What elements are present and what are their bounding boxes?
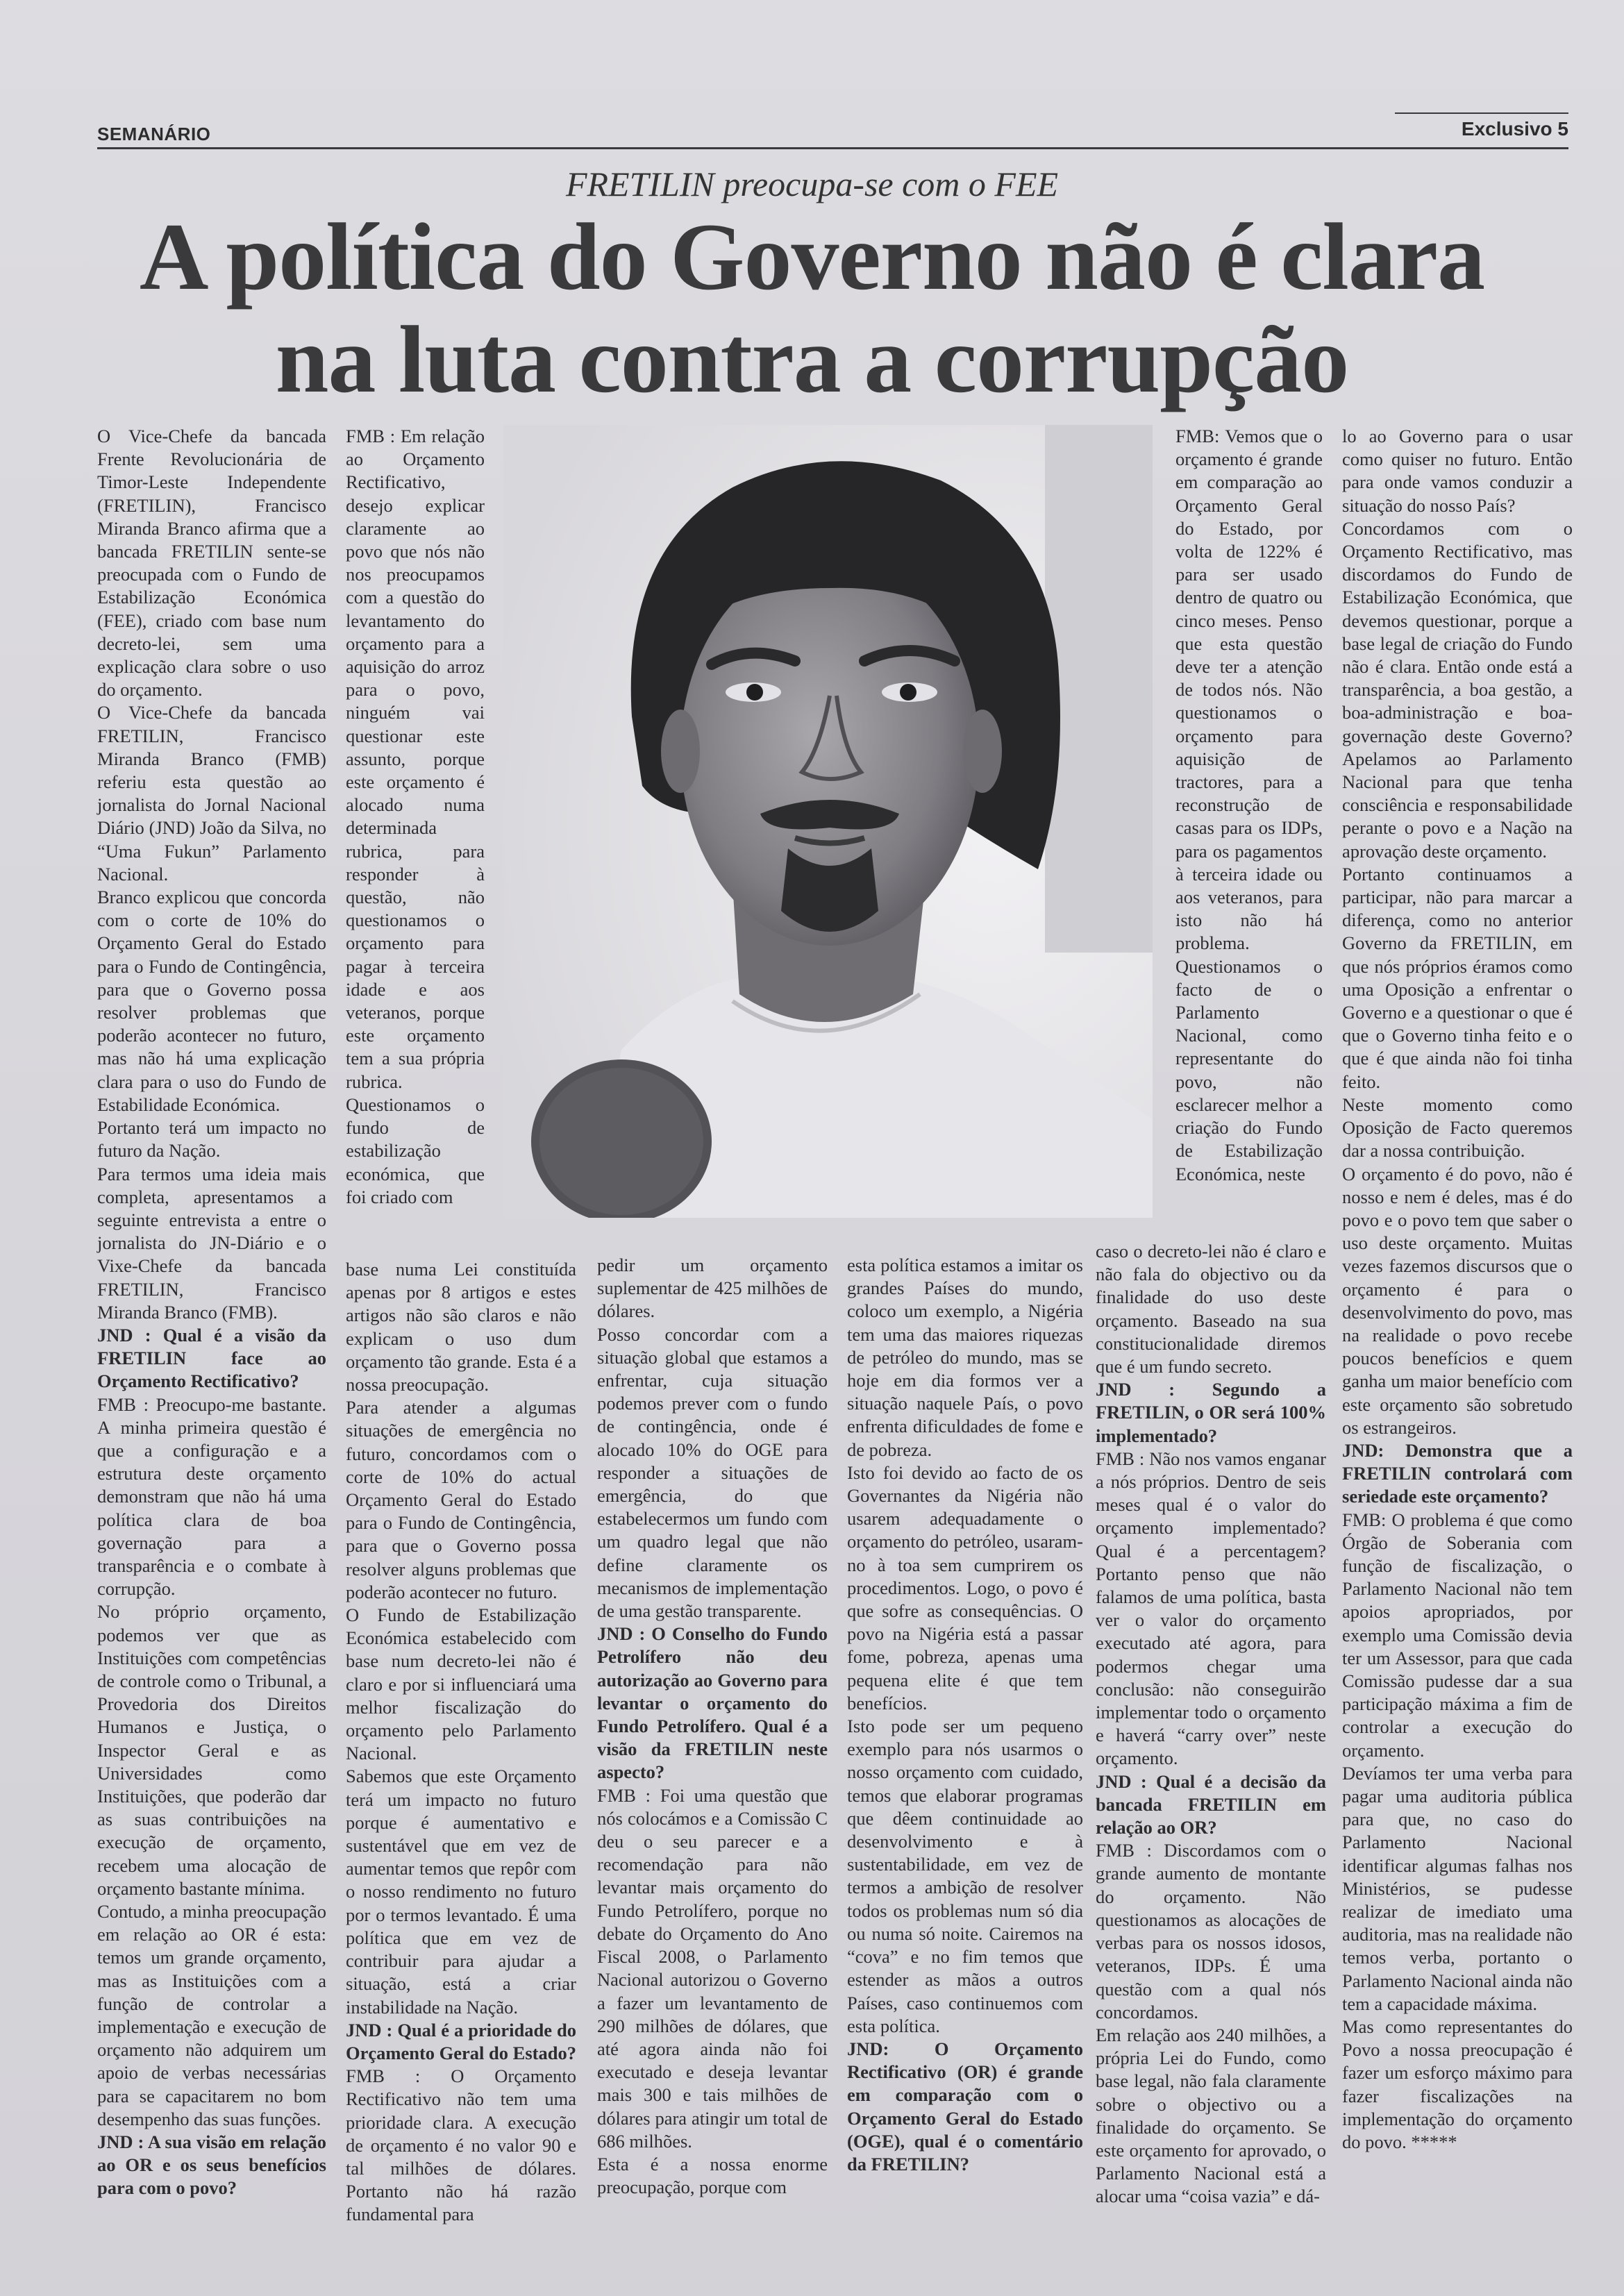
- publication-name: SEMANÁRIO: [97, 124, 211, 144]
- paragraph: Contudo, a minha preocupação em relação ao OR é esta: temos um grande orçamento, mas as Instituições com a função de controlar a implementação e execução de orçamento não adquirem um apoio de verbas necessárias para se capacitarem no bom desempenho das suas funções.: [97, 1901, 326, 2129]
- paragraph: Para termos uma ideia mais completa, apresentamos a seguinte entrevista a entre o jornalista do JN-Diário e o Vixe-Chefe da bancada FRETILIN, Francisco Miranda Branco (FMB).: [97, 1163, 326, 1323]
- paragraph: Isto pode ser um pequeno exemplo para nós usarmos o nosso orçamento com cuidado, temos que elaborar programas que dêem continuidade ao desenvolvimento e à sustentabilidade, em vez de termos a ambição de resolver todos os problemas num só dia ou numa só noite. Cairemos na “cova” e no fim temos que estender as mãos a outros Países, caso continuemos com esta política.: [847, 1716, 1083, 2036]
- interview-question: [1096, 1378, 1326, 1448]
- header-short-rule: [1395, 112, 1568, 114]
- portrait-illustration: [503, 425, 1153, 1218]
- question-text: JND: O Orçamento Rectificativo (OR) é grande em comparação com o Orçamento Geral do Estado (OGE), qual é o comentário da FRETILIN?: [847, 2038, 1083, 2175]
- paragraph: Mas como representantes do Povo a nossa preocupação é fazer um esforço máximo para fazer fiscalizações na implementação do orçamento do povo. *****: [1342, 2016, 1573, 2153]
- section-label: Exclusivo 5: [1461, 118, 1568, 140]
- text-column-2-bottom: [346, 1258, 576, 2230]
- paragraph: Sabemos que este Orçamento terá um impacto no futuro porque é aumentativo e sustentável que em vez de aumentar temos que repôr com o nosso rendimento no futuro por o termos levantado. É uma política que em vez de contribuir para ajudar a situação, está a criar instabilidade na Nação.: [346, 1766, 576, 2018]
- paragraph: No próprio orçamento, podemos ver que as Instituições com competências de controle como o Tribunal, a Provedoria dos Direitos Humanos e Justiça, o Inspector Geral e as Universidades como Instituições, que poderão dar as suas contribuições na execução de orçamento, recebem uma alocação de orçamento bastante mínima.: [97, 1601, 326, 1899]
- paragraph: Neste momento como Oposição de Facto queremos dar a nossa contribuição.: [1342, 1093, 1573, 1162]
- text-column-2-top: [346, 425, 485, 1209]
- text-column-3: [597, 1254, 828, 2240]
- interview-question: [97, 1324, 326, 1393]
- article-headline: [0, 203, 1624, 412]
- paragraph: FMB : Em relação ao Orçamento Rectificativo, desejo explicar claramente ao povo que nós não nos preocupamos com a questão do levantamento do orçamento para a aquisição do arroz para o povo, ninguém vai questionar este assunto, porque este orçamento é alocado numa determinada rubrica, para responder à questão, não questionamos o orçamento para pagar à terceira idade e aos veteranos, porque este orçamento tem a sua própria rubrica. Questionamos o fundo de estabilização económica, que foi criado com: [346, 426, 485, 1207]
- paragraph: caso o decreto-lei não é claro e não fala do objectivo ou da finalidade do uso deste orçamento. Baseado na sua constitucionalidade diremos que é um fundo secreto.: [1096, 1241, 1326, 1377]
- text-column-4: [847, 1254, 1083, 2240]
- paragraph: Para atender a algumas situações de emergência no futuro, concordamos com o corte de 10% do actual Orçamento Geral do Estado para o Fundo de Contingência, para que o Governo possa resolver alguns problemas que poderão acontecer no futuro.: [346, 1397, 576, 1602]
- question-text: JND : O Conselho do Fundo Petrolífero não deu autorização ao Governo para levantar o orçamento do Fundo Petrolífero. Qual é a visão da FRETILIN neste aspecto?: [597, 1623, 828, 1783]
- text-column-5-top: [1175, 425, 1323, 1186]
- paragraph: Em relação aos 240 milhões, a própria Lei do Fundo, como base legal, não fala claramente sobre o objectivo ou a finalidade do orçamento. Se este orçamento for aprovado, o Parlamento Nacional está a alocar uma “coisa vazia” e dá-: [1096, 2024, 1326, 2207]
- question-text: JND: Demonstra que a FRETILIN controlará com seriedade este orçamento?: [1342, 1439, 1573, 1507]
- paragraph: O Vice-Chefe da bancada FRETILIN, Francisco Miranda Branco (FMB) referiu esta questão ao jornalista do Jornal Nacional Diário (JND) João da Silva, no “Uma Fukun” Parlamento Nacional.: [97, 702, 326, 885]
- text-column-5-bottom: [1096, 1240, 1326, 2233]
- paragraph: O orçamento é do povo, não é nosso e nem é deles, mas é do povo e o povo tem que saber o uso deste orçamento. Muitas vezes fazemos discursos que o orçamento é para o desenvolvimento do povo, mas na realidade o povo recebe poucos benefícios e quem ganha um maior benefício com este orçamento são sobretudo os estrangeiros.: [1342, 1163, 1573, 1438]
- paragraph: Portanto continuamos a participar, não para marcar a diferença, como no anterior Governo da FRETILIN, em que nós próprios éramos como uma Oposição a enfrentar o Governo e a questionar o que é que o Governo tinha feito e o que é que ainda não foi tinha feito.: [1342, 863, 1573, 1092]
- text-column-1: [97, 425, 326, 2244]
- question-text: JND : Segundo a FRETILIN, o OR será 100% implementado?: [1096, 1379, 1326, 1446]
- question-text: JND : Qual é a visão da FRETILIN face ao Orçamento Rectificativo?: [97, 1324, 326, 1392]
- header-rule: [97, 147, 1568, 149]
- paragraph: FMB: O problema é que como Órgão de Soberania com função de fiscalização, o Parlamento Nacional não tem apoios apropriados, por exemplo uma Comissão devia ter um Assessor, para que cada Comissão pudesse dar a sua participação máxima a fim de controlar a execução do orçamento.: [1342, 1509, 1573, 1761]
- paragraph: Posso concordar com a situação global que estamos a enfrentar, cuja situação podemos prever com o fundo de contingência, onde é alocado 10% do OGE para responder a situações de emergência, do que estabelecermos um fundo com um quadro legal que não define claramente os mecanismos de implementação de uma gestão transparente.: [597, 1323, 828, 1622]
- interview-question: [1096, 1770, 1326, 1840]
- paragraph: Concordamos com o Orçamento Rectificativo, mas discordamos do Fundo de Estabilização Económica, que devemos questionar, porque a base legal de criação do Fundo não é clara. Então onde está a transparência, a boa gestão, a boa-administração e boa-governação deste Governo? Apelamos ao Parlamento Nacional para que tenha consciência e responsabilidade perante o povo e a Nação na aprovação deste orçamento.: [1342, 517, 1573, 862]
- question-text: JND : Qual é a decisão da bancada FRETILIN em relação ao OR?: [1096, 1770, 1326, 1838]
- interviewee-photo: [503, 425, 1153, 1218]
- paragraph: FMB : Preocupo-me bastante. A minha primeira questão é que a configuração e a estrutura deste orçamento demonstram que não há uma política clara de boa governação para a transparência e o combate à corrupção.: [97, 1393, 326, 1600]
- paragraph: O Vice-Chefe da bancada Frente Revolucionária de Timor-Leste Independente (FRETILIN), Francisco Miranda Branco afirma que a bancada FRETILIN sente-se preocupada com o Fundo de Estabilização Económica (FEE), criado com base num decreto-lei, sem uma explicação clara sobre o uso do orçamento.: [97, 426, 326, 701]
- headline-line-1: A política do Governo não é clara: [139, 203, 1485, 310]
- paragraph: Isto foi devido ao facto de os Governantes da Nigéria não usarem adequadamente o orçamento do petróleo, usaram-no à toa sem cumprirem os procedimentos. Logo, o povo é que sofre as consequências. O povo na Nigéria está a passar fome, pobreza, apenas uma pequena elite é que tem benefícios.: [847, 1461, 1083, 1713]
- paragraph: lo ao Governo para o usar como quiser no futuro. Então para onde vamos conduzir a situação do nosso País?: [1342, 426, 1573, 516]
- paragraph: Esta é a nossa enorme preocupação, porque com: [597, 2153, 828, 2198]
- question-text: JND : A sua visão em relação ao OR e os seus benefícios para com o povo?: [97, 2131, 326, 2199]
- paragraph: O Fundo de Estabilização Económica estabelecido com base num decreto-lei não é claro e por si influenciará uma melhor fiscalização do orçamento pelo Parlamento Nacional.: [346, 1604, 576, 1764]
- text-column-6: [1342, 425, 1573, 2230]
- paragraph: FMB : Não nos vamos enganar a nós próprios. Dentro de seis meses qual é o valor do orçamento implementado? Qual é a percentagem? Portanto penso que não falamos de uma política, basta ver o valor do orçamento executado até agora, para podermos chegar uma conclusão: não conseguirão implementar todo o orçamento e haverá “carry over” neste orçamento.: [1096, 1448, 1326, 1769]
- question-text: JND : Qual é a prioridade do Orçamento Geral do Estado?: [346, 2019, 576, 2063]
- paragraph: Portanto terá um impacto no futuro da Nação.: [97, 1117, 326, 1162]
- paragraph: FMB : Foi uma questão que nós colocámos e a Comissão C deu o seu parecer e a recomendação para não levantar mais orçamento do Fundo Petrolífero, porque no debate do Orçamento do Ano Fiscal 2008, o Parlamento Nacional autorizou o Governo a fazer um levantamento de 290 milhões de dólares, que até agora ainda não foi executado e deseja levantar mais 300 e tais milhões de dólares para atingir um total de 686 milhões.: [597, 1784, 828, 2152]
- interview-question: [597, 1623, 828, 1784]
- paragraph: Branco explicou que concorda com o corte de 10% do Orçamento Geral do Estado para o Fundo de Contingência, para que o Governo possa resolver problemas que poderão acontecer no futuro, mas não há uma explicação clara para o uso do Fundo de Estabilidade Económica.: [97, 887, 326, 1115]
- paragraph: FMB : O Orçamento Rectificativo não tem uma prioridade clara. A execução de orçamento é no valor 90 e tal milhões de dólares. Portanto não há razão fundamental para: [346, 2065, 576, 2225]
- interview-question: [1342, 1439, 1573, 1509]
- paragraph: FMB: Vemos que o orçamento é grande em comparação ao Orçamento Geral do Estado, por volta de 122% é para ser usado dentro de quatro ou cinco meses. Penso que esta questão deve ter a atenção de todos nós. Não questionamos o orçamento para aquisição de tractores, para a reconstrução de casas para os IDPs, para os pagamentos à terceira idade ou aos veteranos, para isto não há problema. Questionamos o facto de o Parlamento Nacional, como representante do povo, não esclarecer melhor a criação do Fundo de Estabilização Económica, neste: [1175, 426, 1323, 1184]
- headline-line-2: na luta contra a corrupção: [275, 306, 1349, 412]
- interview-question: [847, 2038, 1083, 2176]
- interview-question: [97, 2131, 326, 2200]
- paragraph: esta política estamos a imitar os grandes Países do mundo, coloco um exemplo, a Nigéria tem uma das maiores riquezas de petróleo do mundo, mas se hoje em dia formos ver a situação naquele País, o povo enfrenta dificuldades de fome e de pobreza.: [847, 1255, 1083, 1460]
- article-kicker: FRETILIN preocupa-se com o FEE: [565, 165, 1059, 203]
- paragraph: Devíamos ter uma verba para pagar uma auditoria pública para que, no caso do Parlamento Nacional identificar algumas falhas nos Ministérios, se pudesse realizar de imediato uma auditoria, mas na realidade não temos verba, portanto o Parlamento Nacional ainda não tem a capacidade máxima.: [1342, 1762, 1573, 2014]
- paragraph: FMB : Discordamos com o grande aumento de montante do orçamento. Não questionamos as alocações de verbas para os nossos idosos, veteranos, IDPs. É uma questão com a qual nós concordamos.: [1096, 1840, 1326, 2022]
- paragraph: pedir um orçamento suplementar de 425 milhões de dólares.: [597, 1255, 828, 1322]
- interview-question: [346, 2019, 576, 2065]
- paragraph: base numa Lei constituída apenas por 8 artigos e estes artigos não são claros e não explicam o uso dum orçamento tão grande. Esta é a nossa preocupação.: [346, 1259, 576, 1396]
